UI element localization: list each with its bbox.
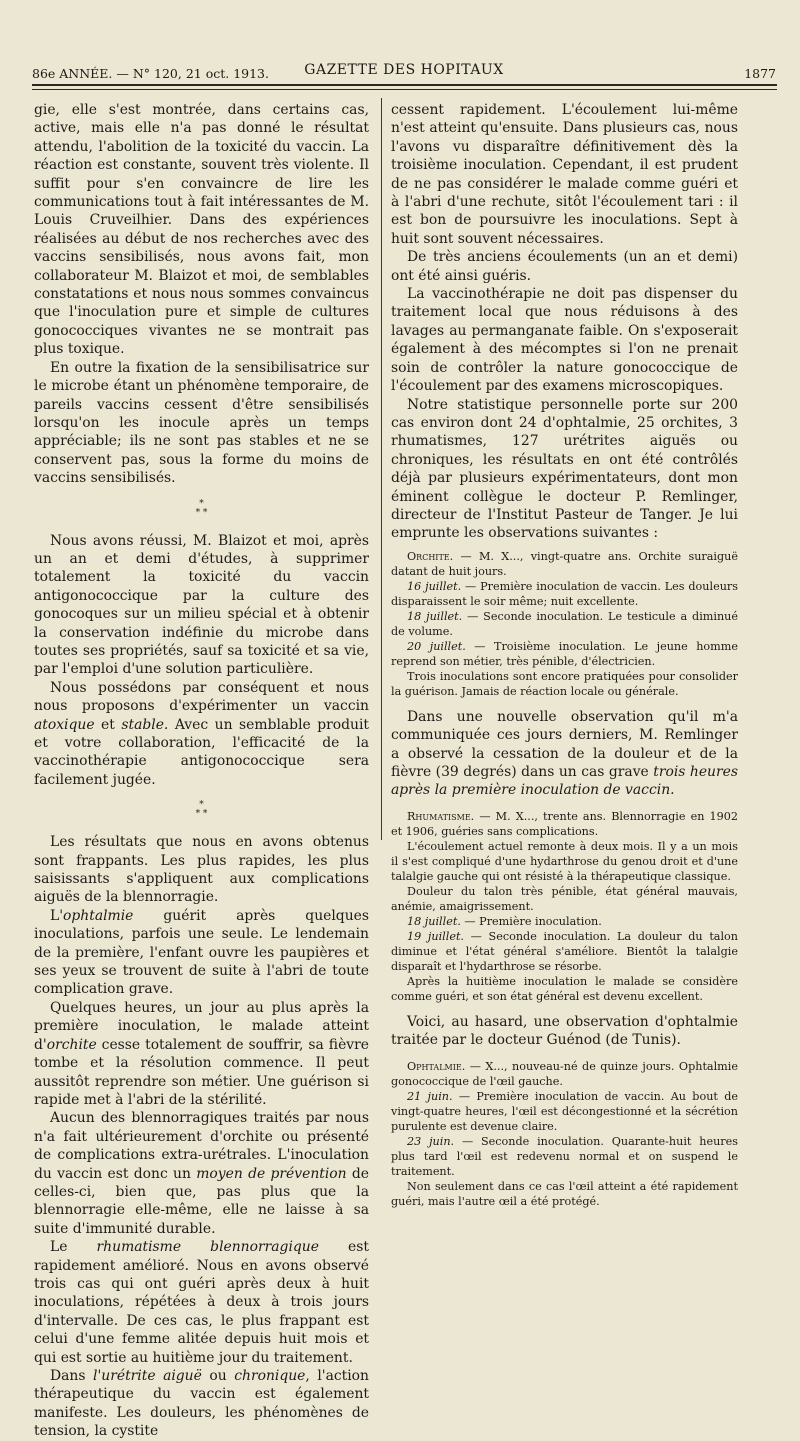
- emphasis: stable.: [121, 716, 169, 733]
- text-run: cesse totalement de souffrir, sa fièvre tombe et la résolution commence. Il peut aussitôt reprendre son métier. Une guérison si rapide met à l'abri de la stérilité.: [34, 1036, 369, 1108]
- paragraph: [391, 708, 738, 800]
- emphasis: l'urétrite aiguë: [93, 1368, 202, 1384]
- observation-entry: [391, 609, 738, 639]
- observation-entry: [391, 639, 738, 669]
- text-run: — Troisième inoculation. Le jeune homme reprend son métier, très pénible, d'électricien.: [391, 639, 738, 668]
- text-run: Avec un semblable produit et votre collaboration, l'efficacité de la vaccinothérapie antigonococcique sera facilement jugée.: [34, 716, 369, 788]
- emphasis: trois heures après la première inoculation de vaccin.: [391, 763, 738, 799]
- text-run: de celles-ci, bien que, pas plus que la blennorragie elle-même, elle ne laisse à sa suite d'immunité durable.: [34, 1165, 370, 1237]
- star-bottom: * *: [195, 507, 208, 518]
- text-run: Nous possédons par conséquent et nous nous proposons d'expérimenter un vaccin: [34, 679, 369, 715]
- paragraph: [34, 999, 369, 1109]
- text-run: — Première inoculation de vaccin. Les douleurs disparaissent le soir même; nuit excellente.: [391, 579, 738, 608]
- emphasis: rhumatisme blennorragique: [96, 1239, 319, 1256]
- observation-ophtalmie: [391, 1059, 738, 1209]
- observation-entry: [391, 929, 738, 974]
- observation-entry: [391, 1089, 738, 1134]
- observation-conclusion: Après la huitième inoculation le malade se considère comme guéri, et son état général est devenu excellent.: [391, 974, 738, 1003]
- text-run: Le: [50, 1239, 97, 1256]
- observation-entry: [391, 1134, 738, 1179]
- page-header: [32, 60, 776, 84]
- text-run: et: [94, 716, 122, 733]
- observation-title: Rhumatisme.: [407, 809, 475, 823]
- entry-date: 23 juin.: [407, 1134, 455, 1148]
- text-run: ou: [201, 1368, 235, 1384]
- emphasis: moyen de prévention: [196, 1165, 347, 1182]
- text-run: Quelques heures, un jour au plus après la première inoculation, le malade atteint d': [34, 999, 369, 1053]
- page-number: 1877: [744, 66, 776, 81]
- emphasis: chronique: [234, 1368, 306, 1384]
- paragraph: De très anciens écoulements (un an et demi) ont été ainsi guéris.: [391, 249, 738, 284]
- entry-date: 18 juillet.: [407, 914, 461, 928]
- paragraph: Nous avons réussi, M. Blaizot et moi, après un an et demi d'études, à supprimer totalement la toxicité du vaccin antigonococcique par la culture des gonocoques sur un milieu spécial et à obtenir la conservation indéfinie du microbe dans toutes ses propriétés, sauf sa toxicité et sa vie, par l'emploi d'une solution particulière.: [34, 532, 369, 678]
- text-run: — X..., nouveau-né de quinze jours. Ophtalmie gonococcique de l'œil gauche.: [391, 1059, 738, 1088]
- paragraph: Les résultats que nous en avons obtenus sont frappants. Les plus rapides, les plus saisissants s'appliquent aux complications aiguës de la blennorragie.: [34, 834, 369, 906]
- text-run: — Seconde inoculation. Quarante-huit heures plus tard l'œil est redevenu normal et on suspend le traitement.: [391, 1134, 738, 1178]
- text-run: Aucun des blennorragiques traités par nous n'a fait ultérieurement d'orchite ou présenté de complications extra-urétrales. L'inoculation du vaccin est donc un: [34, 1110, 369, 1182]
- section-separator: [34, 801, 369, 819]
- observation-intro: [391, 1059, 738, 1089]
- text-run: — Première inoculation.: [460, 914, 602, 928]
- paragraph: [34, 907, 369, 999]
- text-run: — Seconde inoculation. Le testicule a diminué de volume.: [391, 609, 738, 638]
- entry-date: 21 juin.: [407, 1089, 453, 1103]
- left-column: [34, 101, 369, 1441]
- observation-entry: Douleur du talon très pénible, état général mauvais, anémie, amaigrissement.: [391, 884, 738, 913]
- header-rule-thick: [32, 84, 777, 86]
- star-top: *: [199, 498, 204, 509]
- entry-date: 19 juillet.: [407, 929, 464, 943]
- observation-entry: L'écoulement actuel remonte à deux mois. Il y a un mois il s'est compliqué d'une hydarthrose du genou droit et d'une talalgie gauche qui ont résisté à la thérapeutique classique.: [391, 839, 738, 883]
- issue-info: 86e ANNÉE. — N° 120, 21 oct. 1913.: [32, 66, 269, 81]
- observation-intro: [391, 809, 738, 839]
- paragraph: La vaccinothérapie ne doit pas dispenser du traitement local que nous réduisons à des lavages au permanganate faible. On s'exposerait également à des mécomptes si l'on ne prenait soin de contrôler la nature gonococcique de l'écoulement par des examens microscopiques.: [391, 286, 738, 395]
- observation-entry: [391, 579, 738, 609]
- paragraph: [34, 679, 369, 789]
- paragraph: cessent rapidement. L'écoulement lui-même n'est atteint qu'ensuite. Dans plusieurs cas, nous l'avons vu disparaître définitivement dès la troisième inoculation. Cependant, il est prudent de ne pas considérer le malade comme guéri et à l'abri d'une rechute, sitôt l'écoulement tari : il est bon de poursuivre les inoculations. Sept à huit sont souvent nécessaires.: [391, 102, 738, 247]
- text-run: , l'action thérapeutique du vaccin est également manifeste. Les douleurs, les phénomènes de tension, la cystite: [34, 1368, 369, 1440]
- entry-date: 16 juillet.: [407, 579, 462, 593]
- text-run: guérit après quelques inoculations, parfois une seule. Le lendemain de la première, l'enfant ouvre les paupières et ses yeux se trouvent de suite à l'abri de toute complication grave.: [34, 907, 369, 998]
- text-run: Dans une nouvelle observation qu'il m'a communiquée ces jours derniers, M. Remlinger a observé la cessation de la douleur et de la fièvre (39 degrés) dans un cas grave: [391, 708, 738, 780]
- emphasis: orchite: [46, 1036, 97, 1053]
- observation-orchite: [391, 549, 738, 699]
- observation-title: Ophtalmie.: [407, 1059, 466, 1073]
- paragraph: [34, 1238, 369, 1367]
- observation-conclusion: Trois inoculations sont encore pratiquées pour consolider la guérison. Jamais de réaction locale ou générale.: [391, 669, 738, 698]
- observation-rhumatisme: [391, 809, 738, 1004]
- entry-date: 18 juillet.: [407, 609, 463, 623]
- paragraph: [34, 1367, 369, 1441]
- text-run: Dans: [50, 1368, 94, 1384]
- entry-date: 20 juillet.: [407, 639, 466, 653]
- paragraph: Voici, au hasard, une observation d'ophtalmie traitée par le docteur Guénod (de Tunis).: [391, 1013, 738, 1049]
- text-run: L': [50, 907, 64, 924]
- journal-title: GAZETTE DES HOPITAUX: [304, 62, 504, 78]
- text-run: — M. X..., trente ans. Blennorragie en 1902 et 1906, guéries sans complications.: [391, 809, 738, 838]
- observation-conclusion: Non seulement dans ce cas l'œil atteint a été rapidement guéri, mais l'autre œil a été protégé.: [391, 1179, 738, 1208]
- emphasis: atoxique: [34, 716, 95, 733]
- column-divider: [381, 98, 382, 840]
- paragraph: En outre la fixation de la sensibilisatrice sur le microbe étant un phénomène temporaire, de pareils vaccins cessent d'être sensibilisés lorsqu'on les inocule après un temps appréciable; ils ne sont pas stables et ne se conservent pas, sous la forme du moins de vaccins sensibilisés.: [34, 359, 369, 487]
- star-top: *: [199, 800, 204, 811]
- star-bottom: * *: [195, 809, 208, 820]
- observation-intro: [391, 549, 738, 579]
- paragraph: gie, elle s'est montrée, dans certains cas, active, mais elle n'a pas donné le résultat attendu, l'abolition de la toxicité du vaccin. La réaction est constante, souvent très violente. Il suffit pour s'en convaincre de lire les communications tout à fait intéressantes de M. Louis Cruveilhier. Dans des expériences réalisées au début de nos recherches avec des vaccins sensibilisés, nous avons fait, mon collaborateur M. Blaizot et moi, de semblables constatations et nous nous sommes convaincus que l'inoculation pure et simple de cultures gonococciques vivantes ne se montrait pas plus toxique.: [34, 102, 369, 358]
- header-rule-thin: [32, 89, 777, 90]
- text-run: est rapidement amélioré. Nous en avons observé trois cas qui ont guéri après deux à huit inoculations, répétées à deux à trois jours d'intervalle. De ces cas, le plus frappant est celui d'une femme alitée depuis huit mois et qui est sortie au huitième jour du traitement.: [34, 1239, 369, 1366]
- section-separator: [34, 500, 369, 518]
- paragraph: [34, 1109, 369, 1238]
- text-run: — M. X..., vingt-quatre ans. Orchite suraiguë datant de huit jours.: [391, 549, 738, 578]
- observation-entry: [391, 914, 738, 929]
- text-run: — Première inoculation de vaccin. Au bout de vingt-quatre heures, l'œil est décongestionné et la sécrétion purulente est devenue claire.: [391, 1089, 738, 1133]
- observation-title: Orchite.: [407, 549, 454, 563]
- paragraph: Notre statistique personnelle porte sur 200 cas environ dont 24 d'ophtalmie, 25 orchites, 3 rhumatismes, 127 urétrites aiguës ou chroniques, les résultats en ont été contrôlés déjà par plusieurs expérimentateurs, dont mon éminent collègue le docteur P. Remlinger, directeur de l'Institut Pasteur de Tanger. Je lui emprunte les observations suivantes :: [391, 396, 738, 542]
- emphasis: ophtalmie: [63, 907, 134, 924]
- right-column: [391, 101, 738, 1209]
- text-run: — Seconde inoculation. La douleur du talon diminue et l'état général s'améliore. Bientôt la talalgie disparaît et l'hydarthrose se résorbe.: [391, 929, 739, 973]
